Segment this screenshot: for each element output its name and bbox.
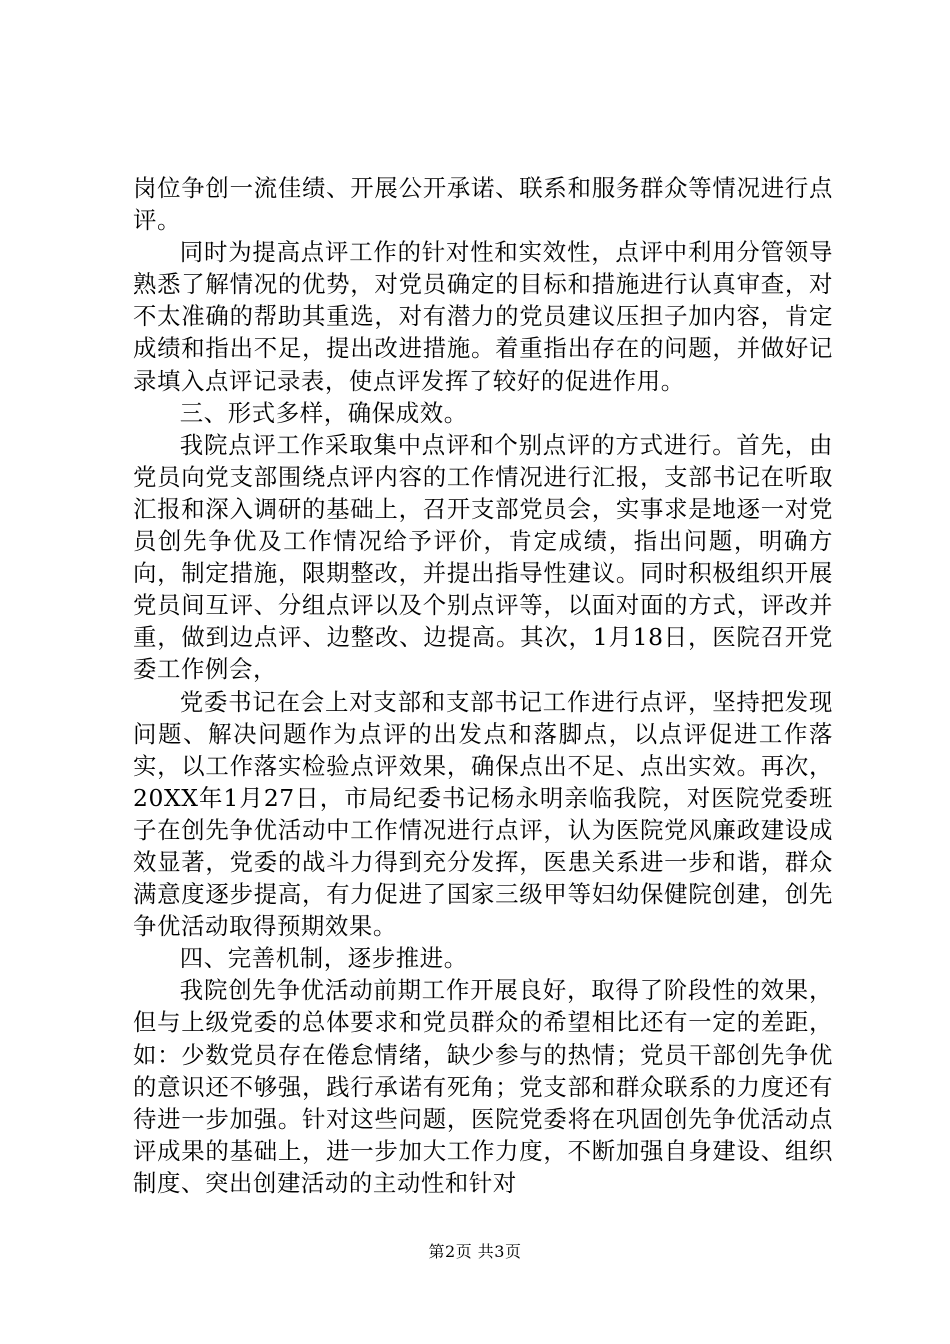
section-heading-three: 三、形式多样，确保成效。 — [179, 398, 468, 427]
paragraph-review-measures: 同时为提高点评工作的针对性和实效性，点评中利用分管领导熟悉了解情况的优势，对党员确定的目标和措施进行认真审查，对不太准确的帮助其重选，对有潜力的党员建议压担子加内容，肯定成绩和指出不足，提出改进措施。着重指出存在的问题，并做好记录填入点评记录表，使点评发挥了较好的促进作用。 — [133, 238, 833, 395]
paragraph-improvement-mechanism: 我院创先争优活动前期工作开展良好，取得了阶段性的效果，但与上级党委的总体要求和党员群众的希望相比还有一定的差距，如：少数党员存在倦怠情绪，缺少参与的热情；党员干部创先争优的意识还不够强，践行承诺有死角；党支部和群众联系的力度还有待进一步加强。针对这些问题，医院党委将在巩固创先争优活动点评成果的基础上，进一步加大工作力度，不断加强自身建设、组织制度、突出创建活动的主动性和针对 — [133, 976, 833, 1197]
document-body — [133, 172, 833, 1199]
paragraph-party-secretary-review: 党委书记在会上对支部和支部书记工作进行点评，坚持把发现问题、解决问题作为点评的出发点和落脚点，以点评促进工作落实，以工作落实检验点评效果，确保点出不足、点出实效。再次，20XX年1月27日，市局纪委书记杨永明亲临我院，对医院党委班子在创先争优活动中工作情况进行点评，认为医院党风廉政建设成效显著，党委的战斗力得到充分发挥，医患关系进一步和谐，群众满意度逐步提高，有力促进了国家三级甲等妇幼保健院创建，创先争优活动取得预期效果。 — [133, 687, 833, 941]
paragraph-review-methods: 我院点评工作采取集中点评和个别点评的方式进行。首先，由党员向党支部围绕点评内容的工作情况进行汇报，支部书记在听取汇报和深入调研的基础上，召开支部党员会，实事求是地逐一对党员创先争优及工作情况给予评价，肯定成绩，指出问题，明确方向，制定措施，限期整改，并提出指导性建议。同时积极组织开展党员间互评、分组点评以及个别点评等，以面对面的方式，评改并重，做到边点评、边整改、边提高。其次，1月18日，医院召开党委工作例会， — [133, 430, 833, 684]
paragraph-continuation: 岗位争创一流佳绩、开展公开承诺、联系和服务群众等情况进行点评。 — [133, 174, 833, 235]
section-heading-four: 四、完善机制，逐步推进。 — [179, 944, 468, 973]
page-number-footer: 第2页 共3页 — [428, 1242, 522, 1261]
